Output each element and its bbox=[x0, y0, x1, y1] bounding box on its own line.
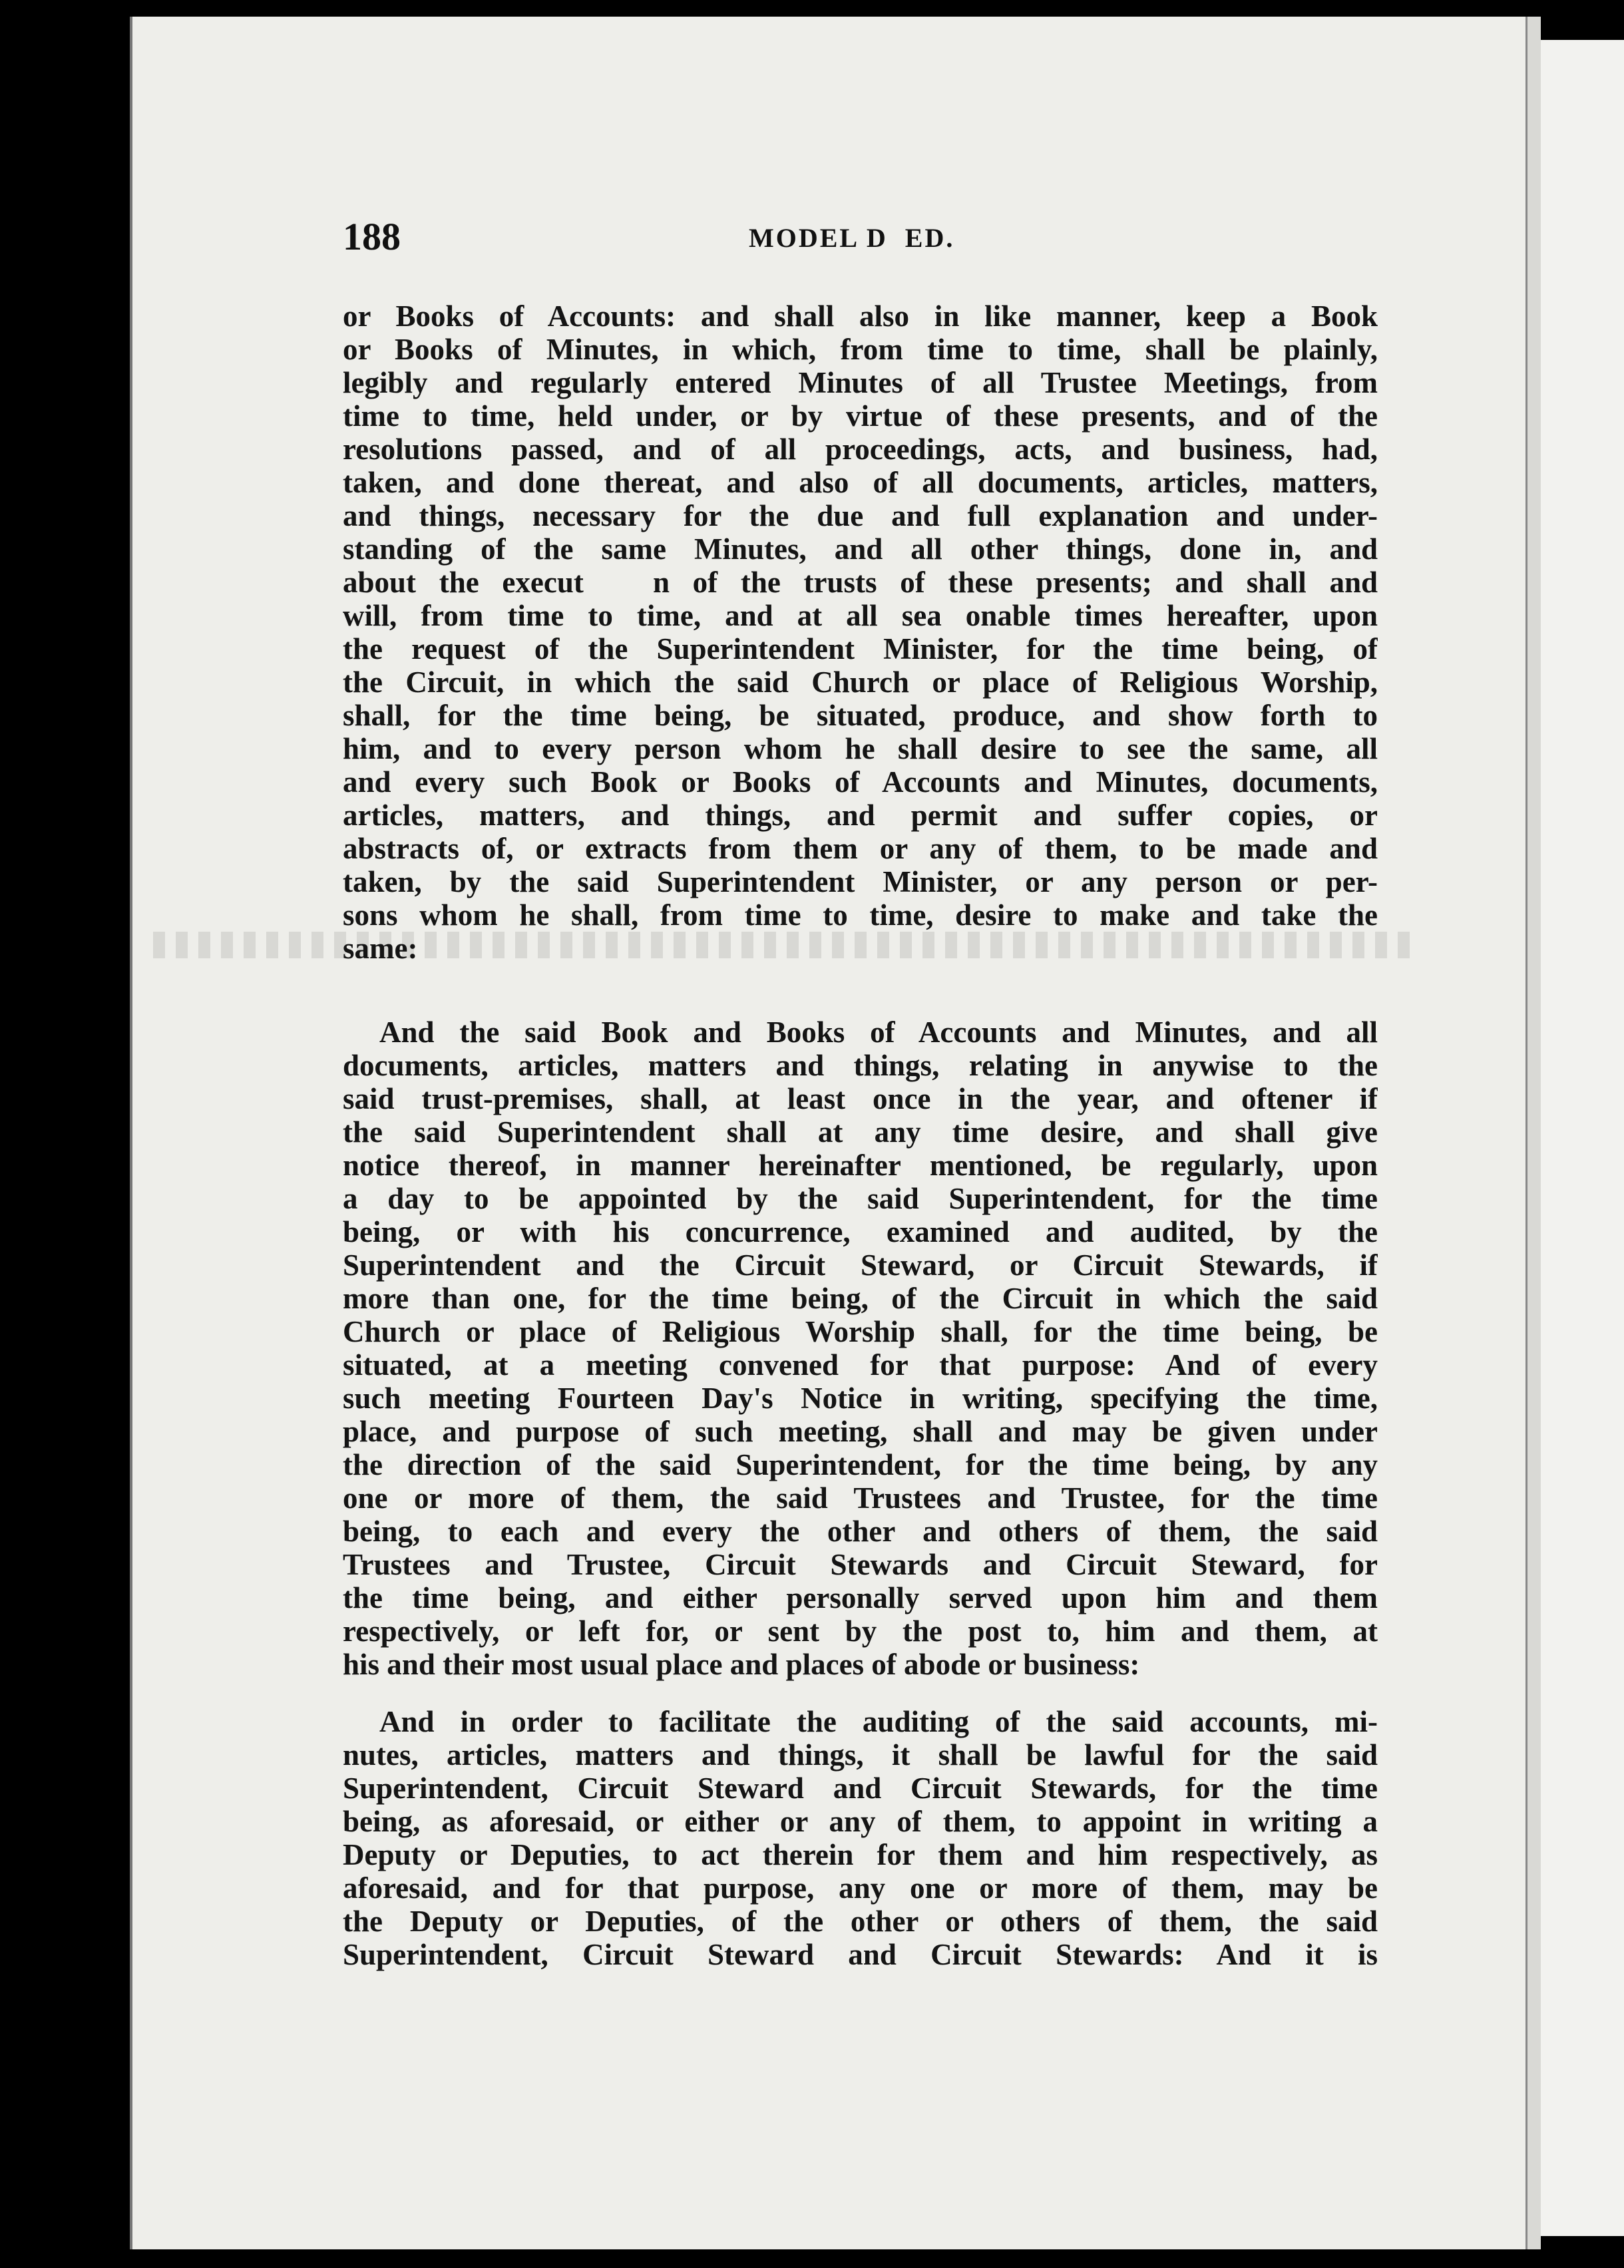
text-line: Trustees and Trustee, Circuit Stewards and Circuit Steward, for bbox=[343, 1548, 1378, 1581]
text-line: articles, matters, and things, and permit and suffer copies, or bbox=[343, 799, 1378, 832]
text-line: place, and purpose of such meeting, shall and may be given under bbox=[343, 1415, 1378, 1448]
text-line: and every such Book or Books of Accounts and Minutes, documents, bbox=[343, 765, 1378, 799]
text-line: time to time, held under, or by virtue of these presents, and of the bbox=[343, 399, 1378, 433]
facing-page-edge bbox=[1541, 40, 1624, 2236]
text-line: being, or with his concurrence, examined and audited, by the bbox=[343, 1215, 1378, 1248]
text-line: standing of the same Minutes, and all other things, done in, and bbox=[343, 532, 1378, 566]
text-line: Superintendent, Circuit Steward and Circuit Stewards, for the time bbox=[343, 1772, 1378, 1805]
page-header bbox=[343, 214, 1361, 261]
text-line: Deputy or Deputies, to act therein for them and him respectively, as bbox=[343, 1838, 1378, 1871]
text-line: him, and to every person whom he shall desire to see the same, all bbox=[343, 732, 1378, 765]
text-line: same: bbox=[343, 932, 418, 965]
text-line: Church or place of Religious Worship shall, for the time being, be bbox=[343, 1315, 1378, 1348]
text-line: documents, articles, matters and things, relating in anywise to the bbox=[343, 1049, 1378, 1082]
text-line: notice thereof, in manner hereinafter mentioned, be regularly, upon bbox=[343, 1149, 1378, 1182]
text-line: his and their most usual place and places of abode or business: bbox=[343, 1648, 1140, 1681]
text-line: abstracts of, or extracts from them or any of them, to be made and bbox=[343, 832, 1378, 865]
text-line: being, to each and every the other and others of them, the said bbox=[343, 1515, 1378, 1548]
text-line: the Circuit, in which the said Church or place of Religious Worship, bbox=[343, 665, 1378, 699]
body-text bbox=[343, 299, 1378, 1971]
text-line: legibly and regularly entered Minutes of all Trustee Meetings, from bbox=[343, 366, 1378, 399]
text-line: or Books of Minutes, in which, from time to time, shall be plainly, bbox=[343, 333, 1378, 366]
running-title: MODEL D ED. bbox=[749, 223, 955, 253]
text-line: taken, and done thereat, and also of all documents, articles, matters, bbox=[343, 466, 1378, 499]
page-gutter bbox=[1525, 17, 1541, 2249]
text-line: taken, by the said Superintendent Minister, or any person or per- bbox=[343, 865, 1378, 898]
text-line: shall, for the time being, be situated, produce, and show forth to bbox=[343, 699, 1378, 732]
text-line: Superintendent, Circuit Steward and Circuit Stewards: And it is bbox=[343, 1938, 1378, 1971]
text-line: such meeting Fourteen Day's Notice in writing, specifying the time, bbox=[343, 1382, 1378, 1415]
text-line: respectively, or left for, or sent by the post to, him and them, at bbox=[343, 1614, 1378, 1648]
text-line: more than one, for the time being, of the Circuit in which the said bbox=[343, 1282, 1378, 1315]
text-line: a day to be appointed by the said Superintendent, for the time bbox=[343, 1182, 1378, 1215]
text-line: one or more of them, the said Trustees and Trustee, for the time bbox=[343, 1481, 1378, 1515]
text-line: sons whom he shall, from time to time, desire to make and take the bbox=[343, 898, 1378, 932]
text-line: Superintendent and the Circuit Steward, or Circuit Stewards, if bbox=[343, 1248, 1378, 1282]
text-line: being, as aforesaid, or either or any of them, to appoint in writing a bbox=[343, 1805, 1378, 1838]
text-line: nutes, articles, matters and things, it shall be lawful for the said bbox=[343, 1738, 1378, 1772]
text-line: aforesaid, and for that purpose, any one or more of them, may be bbox=[343, 1871, 1378, 1905]
text-line: the Deputy or Deputies, of the other or others of them, the said bbox=[343, 1905, 1378, 1938]
paragraph-break bbox=[343, 965, 1378, 1016]
text-line: resolutions passed, and of all proceedings, acts, and business, had, bbox=[343, 433, 1378, 466]
page-number: 188 bbox=[343, 215, 401, 258]
paragraph-break bbox=[343, 1681, 1378, 1705]
text-line: And the said Book and Books of Accounts and Minutes, and all bbox=[379, 1016, 1378, 1049]
text-line: the request of the Superintendent Minister, for the time being, of bbox=[343, 632, 1378, 665]
text-line: or Books of Accounts: and shall also in like manner, keep a Book bbox=[343, 299, 1378, 333]
text-line: and things, necessary for the due and full explanation and under- bbox=[343, 499, 1378, 532]
text-line: the direction of the said Superintendent, for the time being, by any bbox=[343, 1448, 1378, 1481]
text-line: the time being, and either personally served upon him and them bbox=[343, 1581, 1378, 1614]
text-line: the said Superintendent shall at any time desire, and shall give bbox=[343, 1115, 1378, 1149]
text-line: about the execut n of the trusts of these presents; and shall and bbox=[343, 566, 1378, 599]
text-line: And in order to facilitate the auditing of the said accounts, mi- bbox=[379, 1705, 1378, 1738]
text-line: said trust-premises, shall, at least once in the year, and oftener if bbox=[343, 1082, 1378, 1115]
text-line: will, from time to time, and at all sea onable times hereafter, upon bbox=[343, 599, 1378, 632]
text-line: situated, at a meeting convened for that purpose: And of every bbox=[343, 1348, 1378, 1382]
